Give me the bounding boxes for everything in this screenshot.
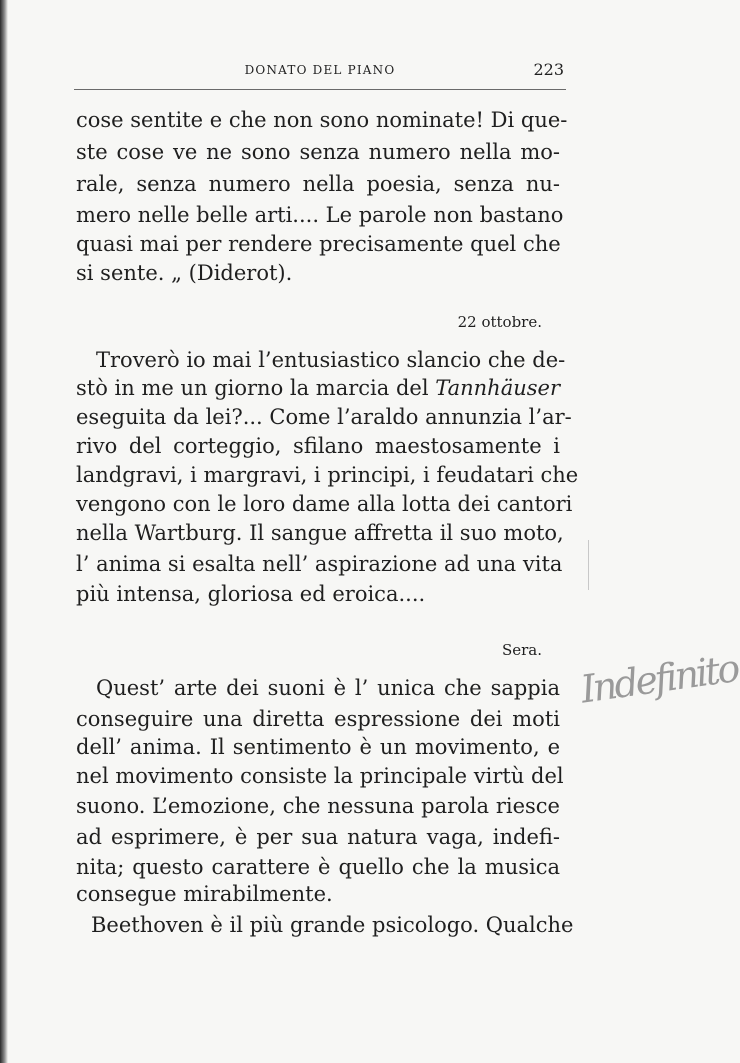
text-line: più intensa, gloriosa ed eroica.... xyxy=(76,582,426,606)
work-title: Tannhäuser xyxy=(435,376,560,400)
header-rule xyxy=(74,89,566,90)
text-line: rivo del corteggio, sfilano maestosamente i xyxy=(76,434,560,458)
entry-date: 22 ottobre. xyxy=(457,313,542,331)
text-line: suono. L’emozione, che nessuna parola riesce xyxy=(76,794,560,818)
text-line: ste cose ve ne sono senza numero nella mo- xyxy=(76,140,560,164)
text-line: vengono con le loro dame alla lotta dei cantori xyxy=(76,492,573,516)
text-line: eseguita da lei?... Come l’araldo annunzia l’ar- xyxy=(76,405,572,429)
text-line: rale, senza numero nella poesia, senza nu- xyxy=(76,172,560,196)
text-line: ad esprimere, è per sua natura vaga, indefi- xyxy=(76,825,560,849)
text-line: l’ anima si esalta nell’ aspirazione ad una vita xyxy=(76,552,563,576)
page-binding-edge xyxy=(0,0,8,1063)
page-number: 223 xyxy=(533,60,564,79)
text-line: Quest’ arte dei suoni è l’ unica che sappia xyxy=(96,676,560,700)
margin-mark xyxy=(588,540,589,590)
running-title: DONATO DEL PIANO xyxy=(244,63,396,77)
text-line: consegue mirabilmente. xyxy=(76,882,333,906)
text-line: dell’ anima. Il sentimento è un movimento, e xyxy=(76,735,560,759)
text-line: nita; questo carattere è quello che la musica xyxy=(76,855,560,879)
text-line: nel movimento consiste la principale virtù del xyxy=(76,764,564,788)
text-line: landgravi, i margravi, i principi, i feudatari che xyxy=(76,463,579,487)
text-line: quasi mai per rendere precisamente quel che xyxy=(76,232,561,256)
text-line: conseguire una diretta espressione dei moti xyxy=(76,707,560,731)
page-header xyxy=(74,60,566,84)
entry-date: Sera. xyxy=(501,641,542,659)
handwritten-margin-note: Indefinito xyxy=(578,646,740,712)
text-line: Troverò io mai l’entusiastico slancio che de- xyxy=(96,348,566,372)
text-line: Beethoven è il più grande psicologo. Qualche xyxy=(91,913,574,937)
text-line: cose sentite e che non sono nominate! Di que- xyxy=(76,108,568,132)
text-line: mero nelle belle arti.... Le parole non bastano xyxy=(76,203,564,227)
text-segment: stò in me un giorno la marcia del xyxy=(76,376,436,400)
text-line: nella Wartburg. Il sangue affretta il suo moto, xyxy=(76,521,564,545)
text-line xyxy=(76,373,560,403)
text-line: si sente. „ (Diderot). xyxy=(76,261,293,285)
